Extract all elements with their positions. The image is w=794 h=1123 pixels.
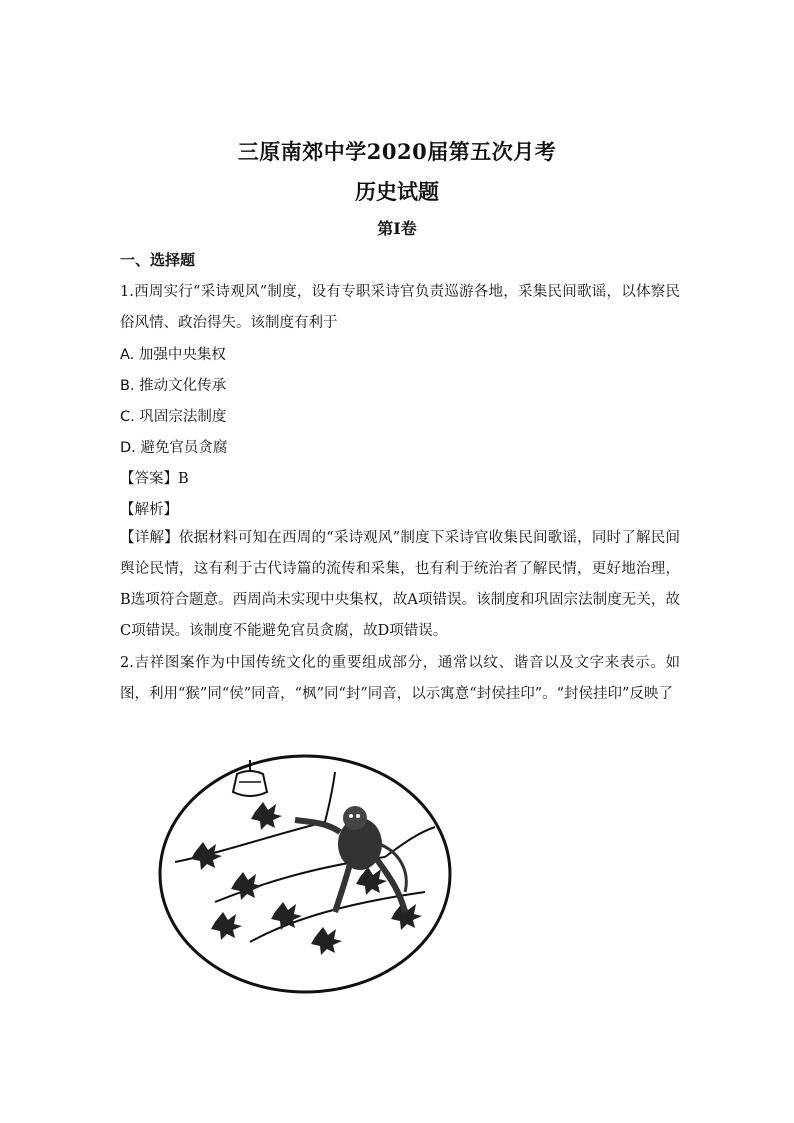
question-1-option-b: B. 推动文化传承 (120, 378, 227, 394)
question-1-option-c: C. 巩固宗法制度 (120, 409, 227, 425)
answer-label: 【答案】B (120, 471, 189, 487)
volume-label: 第Ⅰ卷 (377, 219, 417, 238)
question-1-stem: 1.西周实行“采诗观风”制度，设有专职采诗官负责巡游各地，采集民间歌谣，以体察民俗风情、政治得失。该制度有利于 (120, 284, 680, 331)
section-heading: 一、选择题 (120, 251, 196, 269)
question-2-stem: 2.吉祥图案作为中国传统文化的重要组成部分，通常以纹、谐音以及文字来表示。如图，利用“猴”同“侯”同音，“枫”同“封”同音，以示寓意“封侯挂印”。“封侯挂印”反映了 (120, 655, 680, 702)
question-1-option-a: A. 加强中央集权 (120, 347, 226, 363)
exam-title: 三原南郊中学2020届第五次月考 (237, 139, 557, 164)
question-1-option-d: D. 避免官员贪腐 (120, 440, 228, 456)
exam-subtitle: 历史试题 (355, 179, 439, 204)
analysis-label: 【解析】 (120, 502, 178, 518)
question-1-detail: 【详解】依据材料可知在西周的“采诗观风”制度下采诗官收集民间歌谣，同时了解民间舆论民情，这有利于古代诗篇的流传和采集，也有利于统治者了解民情，更好地治理，B选项符合题意。西周尚未实现中央集权，故A项错误。该制度和巩固宗法制度无关，故C项错误。该制度不能避免官员贪腐，故D项错误。 (120, 530, 680, 639)
monkey-maple-illustration (155, 752, 455, 997)
